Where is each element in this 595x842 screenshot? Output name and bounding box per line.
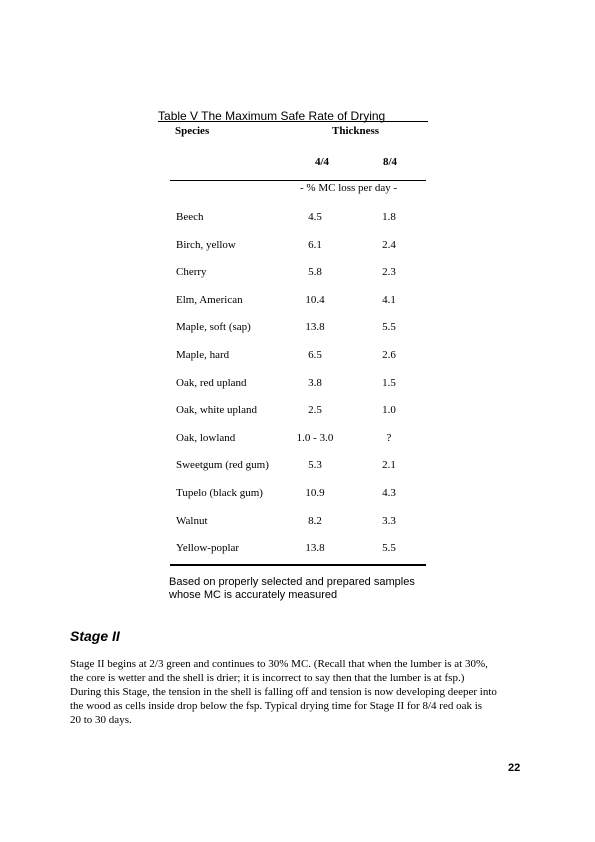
table-bottom-rule bbox=[170, 564, 426, 566]
species-cell: Elm, American bbox=[176, 293, 243, 306]
table-row bbox=[0, 349, 595, 362]
paragraph-line: Stage II begins at 2/3 green and continues to 30% MC. (Recall that when the lumber is at 30%, bbox=[70, 658, 488, 670]
value-4-4-cell: 10.4 bbox=[305, 293, 325, 306]
thickness-header: Thickness bbox=[332, 125, 380, 137]
value-8-4-cell: 2.1 bbox=[382, 459, 396, 472]
table-note-line: whose MC is accurately measured bbox=[169, 589, 338, 601]
value-4-4-cell: 6.5 bbox=[308, 349, 322, 361]
species-cell: Birch, yellow bbox=[176, 238, 236, 251]
paragraph-line: During this Stage, the tension in the shell is falling off and tension is now developing deeper into bbox=[70, 686, 497, 698]
table-row bbox=[0, 377, 595, 390]
species-cell: Oak, red upland bbox=[176, 376, 247, 389]
species-cell: Beech bbox=[176, 211, 204, 223]
value-8-4-cell: 4.1 bbox=[382, 293, 396, 306]
value-4-4-cell: 13.8 bbox=[305, 542, 325, 555]
table-title-underlined: ble V The Maximum Safe Rate of Drying bbox=[170, 109, 386, 123]
species-cell: Oak, lowland bbox=[176, 431, 236, 444]
value-4-4-cell: 2.5 bbox=[308, 404, 322, 417]
paragraph-line: the wood as cells inside drop below the fsp. Typical drying time for Stage II for 8/4 red oak is bbox=[70, 700, 483, 712]
species-cell: Sweetgum (red gum) bbox=[176, 459, 269, 472]
value-4-4-cell: 4.5 bbox=[308, 211, 322, 223]
value-8-4-cell: 1.0 bbox=[382, 404, 396, 417]
value-8-4-cell: 1.5 bbox=[382, 376, 396, 389]
value-8-4-cell: 2.6 bbox=[382, 349, 396, 361]
value-8-4-cell: 2.4 bbox=[382, 238, 396, 251]
value-8-4-cell: 1.8 bbox=[382, 211, 396, 223]
value-4-4-cell: 3.8 bbox=[308, 376, 322, 389]
column-header-4-4: 4/4 bbox=[314, 156, 330, 168]
value-4-4-cell: 10.9 bbox=[305, 487, 325, 499]
value-4-4-cell: 6.1 bbox=[308, 238, 322, 251]
value-8-4-cell: 3.3 bbox=[382, 514, 396, 527]
table-row bbox=[0, 321, 595, 334]
body-paragraph bbox=[70, 657, 530, 727]
table-row bbox=[0, 515, 595, 528]
table-row bbox=[0, 542, 595, 555]
table-row bbox=[0, 239, 595, 252]
table-row bbox=[0, 459, 595, 472]
value-4-4-cell: 8.2 bbox=[308, 514, 322, 527]
value-8-4-cell: 5.5 bbox=[382, 542, 396, 555]
value-4-4-cell: 1.0 - 3.0 bbox=[296, 431, 334, 444]
section-heading: Stage II bbox=[70, 628, 120, 644]
species-cell: Maple, hard bbox=[176, 349, 230, 361]
page-number: 22 bbox=[508, 762, 521, 774]
species-cell: Walnut bbox=[176, 514, 208, 527]
table-row bbox=[0, 404, 595, 417]
value-8-4-cell: 2.3 bbox=[382, 266, 396, 279]
species-cell: Tupelo (black gum) bbox=[176, 487, 263, 499]
column-header-8-4: 8/4 bbox=[382, 156, 398, 168]
value-4-4-cell: 5.8 bbox=[308, 266, 322, 279]
paragraph-line: the core is wetter and the shell is drier; it is incorrect to say then that the lumber is at fsp.) bbox=[70, 672, 465, 684]
value-8-4-cell: ? bbox=[386, 431, 392, 444]
paragraph-line: 20 to 30 days. bbox=[70, 714, 132, 726]
table-title-prefix: Ta bbox=[158, 109, 171, 123]
table-row bbox=[0, 266, 595, 279]
value-4-4-cell: 13.8 bbox=[305, 321, 325, 334]
table-row bbox=[0, 432, 595, 445]
table-note-line: Based on properly selected and prepared samples bbox=[169, 576, 415, 588]
species-cell: Maple, soft (sap) bbox=[176, 321, 251, 334]
species-cell: Cherry bbox=[176, 266, 207, 279]
species-cell: Yellow-poplar bbox=[176, 542, 240, 555]
table-note bbox=[169, 576, 439, 602]
value-8-4-cell: 4.3 bbox=[382, 487, 396, 499]
species-cell: Oak, white upland bbox=[176, 404, 257, 417]
value-4-4-cell: 5.3 bbox=[308, 459, 322, 472]
species-header: Species bbox=[175, 125, 210, 137]
table-row bbox=[0, 211, 595, 224]
table-row bbox=[0, 487, 595, 500]
table-row bbox=[0, 294, 595, 307]
value-8-4-cell: 5.5 bbox=[382, 321, 396, 334]
units-label: - % MC loss per day - bbox=[300, 182, 398, 194]
